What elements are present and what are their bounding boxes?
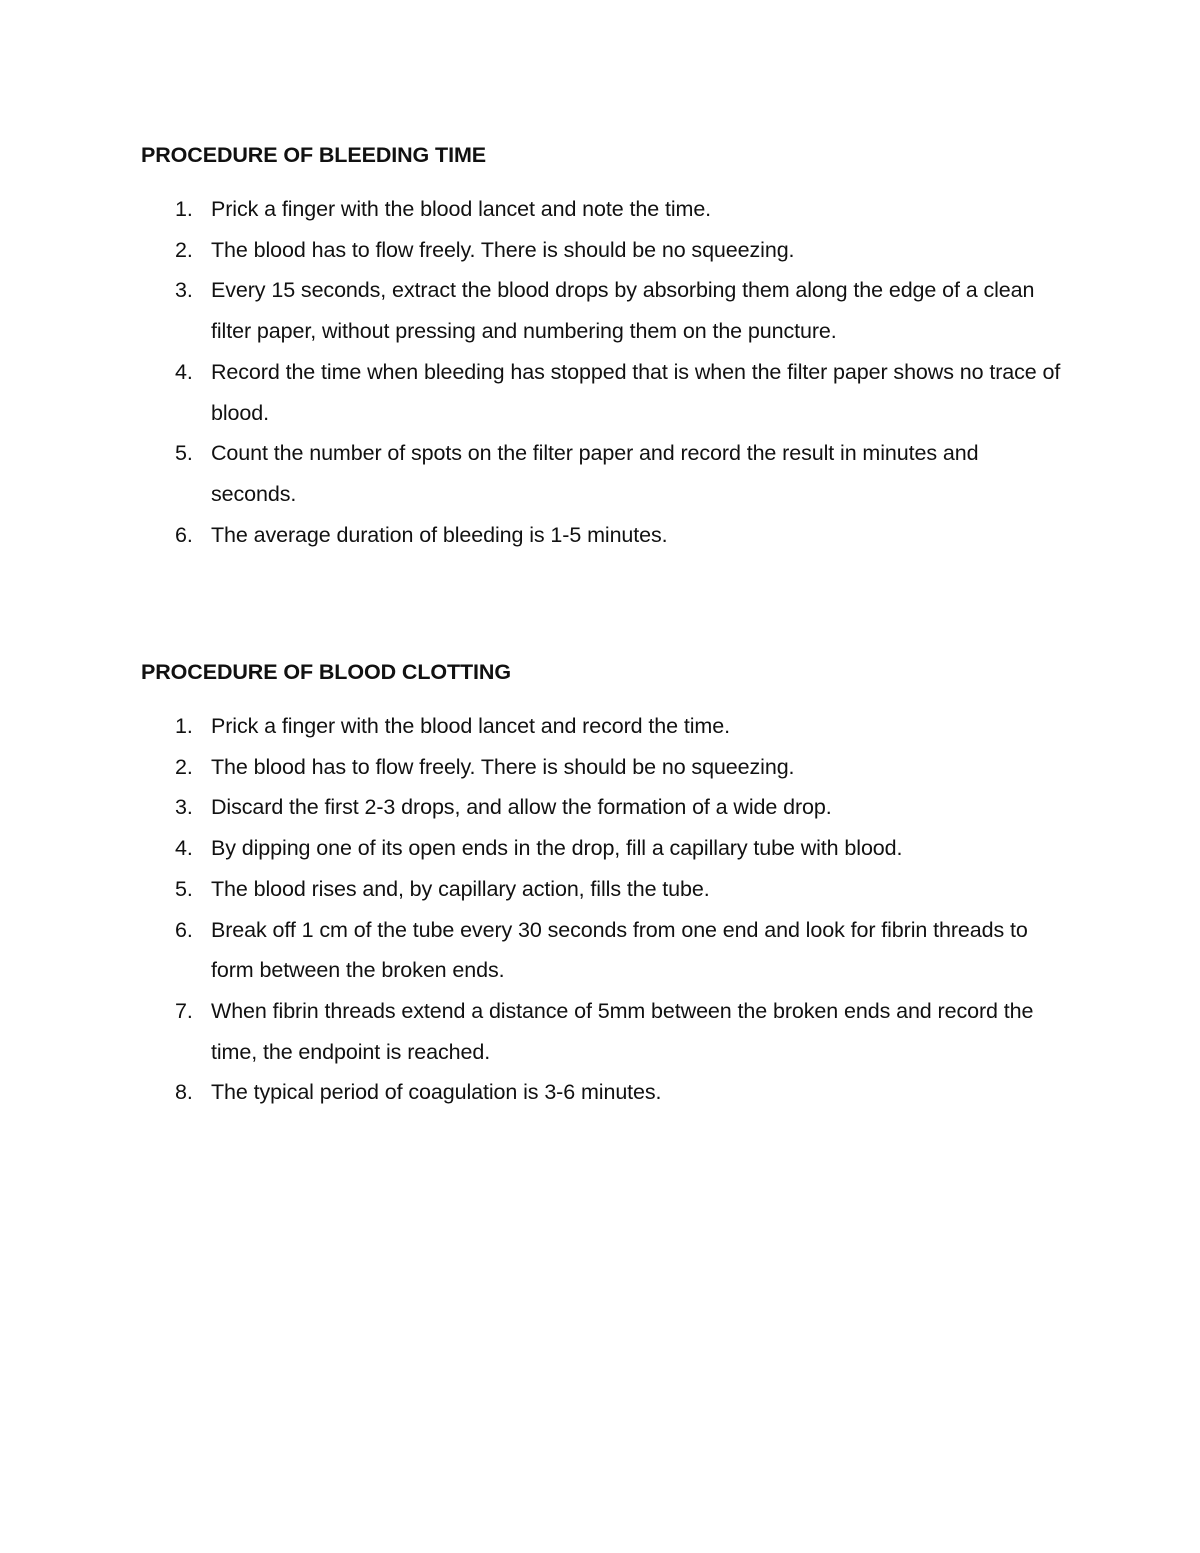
blood-clotting-steps [141,706,1061,1113]
step-number: 4. [175,359,193,384]
list-item [141,515,1061,556]
list-item [141,706,1061,747]
step-text: By dipping one of its open ends in the drop, fill a capillary tube with blood. [211,836,903,861]
step-text: Record the time when bleeding has stopped that is when the filter paper shows no trace of blood. [211,359,1061,425]
step-text: Count the number of spots on the filter paper and record the result in minutes and seconds. [211,441,979,506]
list-item [141,991,1061,1072]
list-item [141,270,1061,351]
step-number: 3. [175,278,193,303]
step-number: 4. [175,836,193,861]
step-number: 8. [175,1080,193,1105]
step-text: When fibrin threads extend a distance of 5mm between the broken ends and record the time, the endpoint is reached. [211,998,1034,1064]
step-text: Prick a finger with the blood lancet and note the time. [211,197,712,221]
step-number: 1. [175,714,193,738]
step-number: 7. [175,998,193,1023]
step-number: 3. [175,795,193,820]
list-item [141,1072,1061,1113]
bleeding-time-heading: PROCEDURE OF BLEEDING TIME [141,143,487,167]
step-text: Every 15 seconds, extract the blood drops by absorbing them along the edge of a clean filter paper, without pressing and numbering them on the puncture. [211,278,1035,344]
list-item [141,828,1061,869]
step-number: 5. [175,876,193,901]
list-item [141,869,1061,910]
list-item [141,352,1061,433]
step-text: The blood has to flow freely. There is should be no squeezing. [211,237,795,262]
bleeding-time-steps [141,189,1061,555]
step-number: 2. [175,754,193,779]
step-number: 2. [175,237,193,262]
step-text: The blood rises and, by capillary action, fills the tube. [211,876,710,901]
list-item [141,787,1061,828]
step-number: 6. [175,917,193,942]
list-item [141,747,1061,788]
bleeding-time-section [141,141,1061,555]
list-item [141,230,1061,271]
blood-clotting-section [141,658,1061,1113]
step-number: 5. [175,441,193,466]
step-number: 1. [175,197,193,221]
step-text: Prick a finger with the blood lancet and record the time. [211,714,730,738]
step-text: Discard the first 2-3 drops, and allow the formation of a wide drop. [211,795,832,820]
step-text: The typical period of coagulation is 3-6 minutes. [211,1080,662,1105]
list-item [141,189,1061,230]
step-text: The blood has to flow freely. There is should be no squeezing. [211,754,795,779]
list-item [141,910,1061,991]
blood-clotting-heading: PROCEDURE OF BLOOD CLOTTING [141,660,511,684]
list-item [141,433,1061,514]
step-text: Break off 1 cm of the tube every 30 seconds from one end and look for fibrin threads to form between the broken ends. [211,917,1028,983]
step-number: 6. [175,522,193,547]
step-text: The average duration of bleeding is 1-5 minutes. [211,522,668,547]
